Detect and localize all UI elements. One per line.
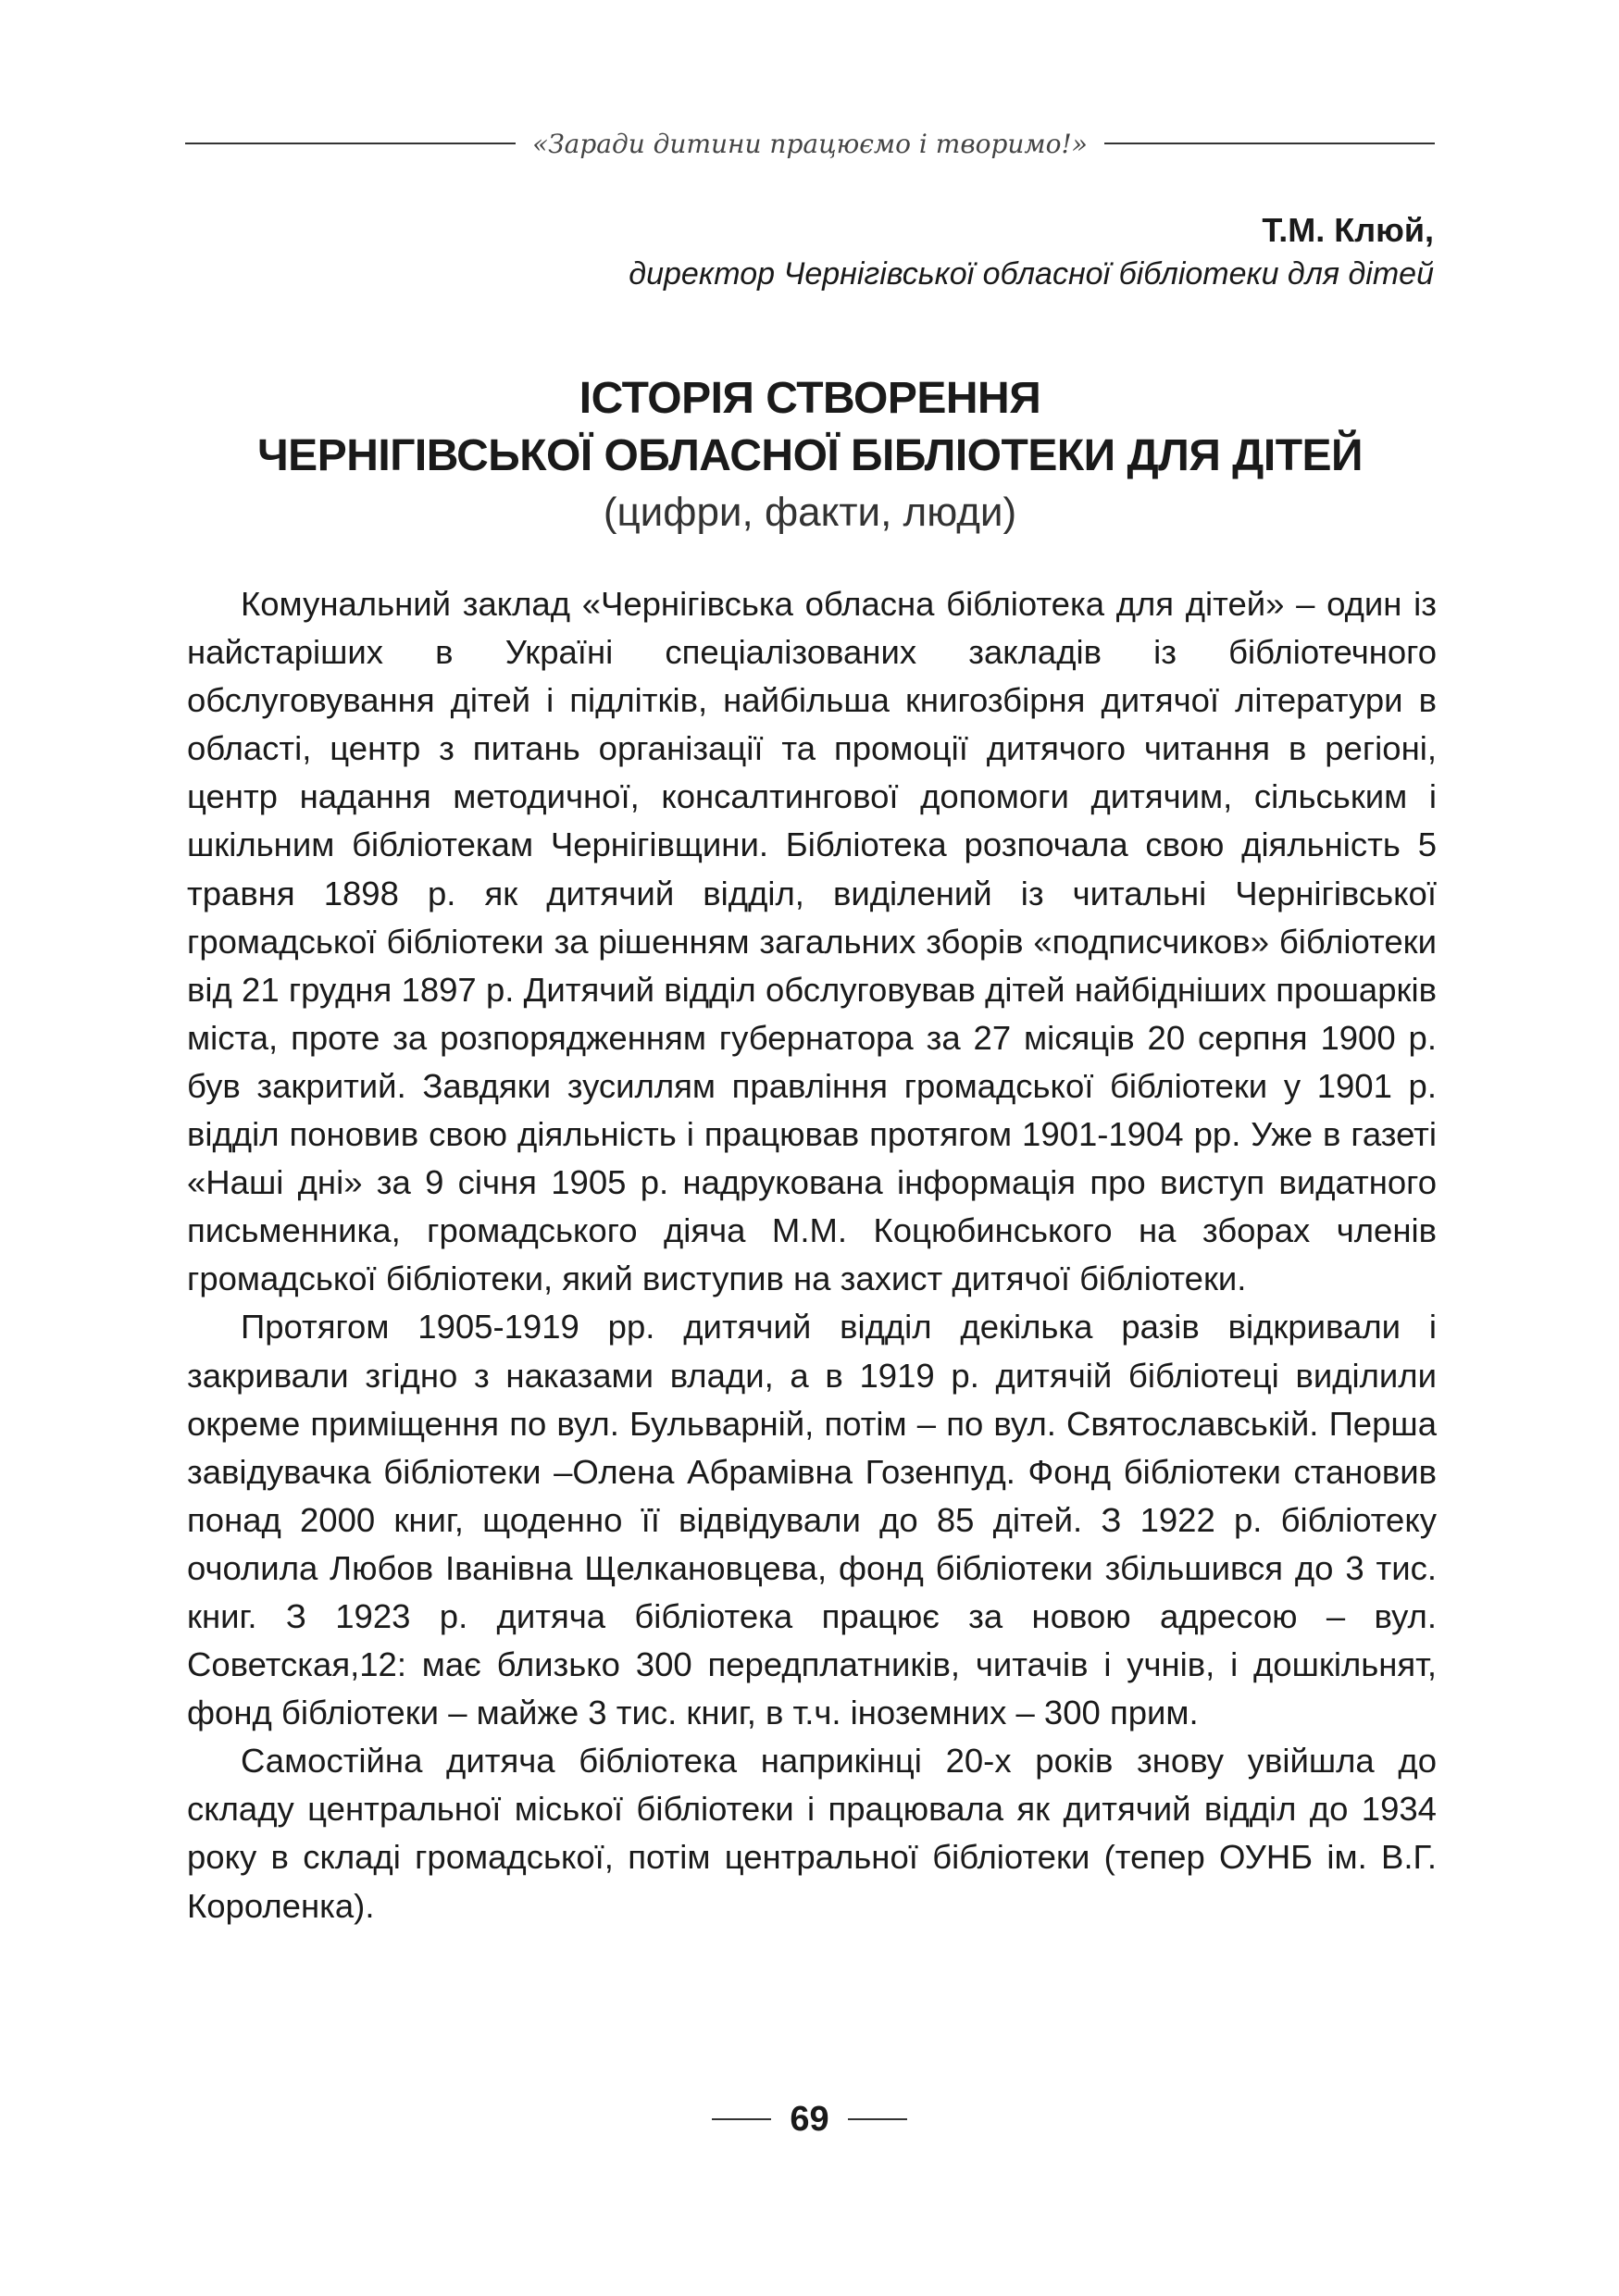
title-line-1: ІСТОРІЯ СТВОРЕННЯ bbox=[579, 374, 1041, 423]
paragraph: Комунальний заклад «Чернігівська обласна бібліотека для дітей» – один із найстаріших в Україні спеціалізованих закладів із бібліотечного обслуговування дітей і підлітків, найбільша книгозбірня дитячої літератури в області, центр з питань організації та промоції дитячого читання в регіоні, центр надання методичної, консалтингової допомоги дитячим, сільським і шкільним бібліотекам Чернігівщини. Бібліотека розпочала свою діяльність 5 травня 1898 р. як дитячий відділ, виділений із читальні Чернігівської громадської бібліотеки за рішенням загальних зборів «подписчиков» бібліотеки від 21 грудня 1897 р. Дитячий відділ обслуговував дітей найбідніших прошарків міста, проте за розпорядженням губернатора за 27 місяців 20 серпня 1900 р. був закритий. Завдяки зусиллям правління громадської бібліотеки у 1901 р. відділ поновив свою діяльність і працював протягом 1901-1904 рр. Уже в газеті «Наші дні» за 9 січня 1905 р. надрукована інформація про виступ видатного письменника, громадського діяча М.М. Коцюбинського на зборах членів громадської бібліотеки, який виступив на захист дитячої бібліотеки. bbox=[187, 585, 1437, 1298]
article-subtitle: (цифри, факти, люди) bbox=[603, 490, 1017, 535]
article-title bbox=[185, 370, 1435, 540]
title-line-2: ЧЕРНІГІВСЬКОЇ ОБЛАСНОЇ БІБЛІОТЕКИ ДЛЯ ДІТЕЙ bbox=[256, 431, 1364, 480]
running-head bbox=[185, 111, 1435, 176]
paragraph: Самостійна дитяча бібліотека наприкінці 20-х років знову увійшла до складу центральної міської бібліотеки і працювала як дитячий відділ до 1934 року в складі громадської, потім центральної бібліотеки (тепер ОУНБ ім. В.Г. Короленка). bbox=[187, 1742, 1437, 1925]
author-block bbox=[629, 208, 1434, 295]
running-head-rule-left bbox=[185, 143, 516, 144]
page-footer bbox=[0, 2096, 1619, 2142]
footer-rule-left bbox=[712, 2118, 771, 2120]
author-name: Т.М. Клюй, bbox=[1262, 211, 1434, 249]
article-body bbox=[187, 580, 1437, 1930]
paragraph: Протягом 1905-1919 рр. дитячий відділ декілька разів відкривали і закривали згідно з наказами влади, а в 1919 р. дитячій бібліотеці виділили окреме приміщення по вул. Бульварній, потім – по вул. Святославській. Перша завідувачка бібліотеки –Олена Абрамівна Гозенпуд. Фонд бібліотеки становив понад 2000 книг, щоденно її відвідували до 85 дітей. З 1922 р. бібліотеку очолила Любов Іванівна Щелкановцева, фонд бібліотеки збільшився до 3 тис. книг. З 1923 р. дитяча бібліотека працює за новою адресою – вул. Советская,12: має близько 300 передплатників, читачів і учнів, і дошкільнят, фонд бібліотеки – майже 3 тис. книг, в т.ч. іноземних – 300 прим. bbox=[187, 1308, 1437, 1732]
footer-rule-right bbox=[848, 2118, 907, 2120]
author-role: директор Чернігівської обласної бібліотеки для дітей bbox=[629, 256, 1434, 292]
running-head-rule-right bbox=[1104, 143, 1435, 144]
running-head-text: «Заради дитини працюємо і творимо!» bbox=[532, 128, 1088, 159]
page-number: 69 bbox=[790, 2099, 829, 2139]
